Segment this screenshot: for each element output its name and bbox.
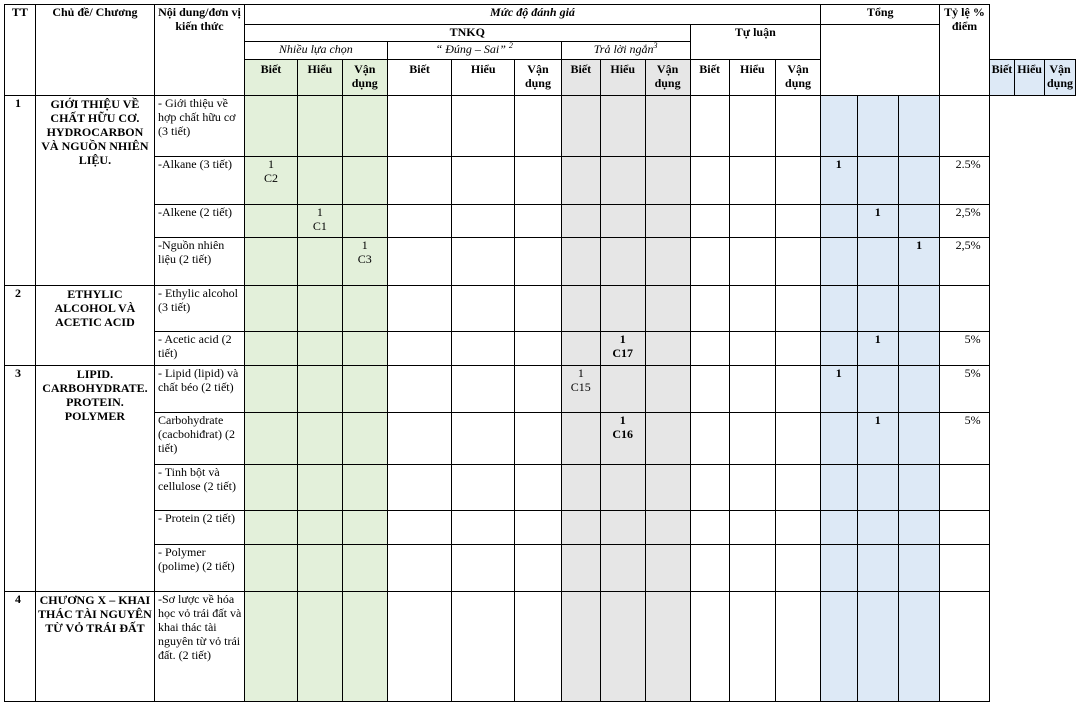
tra-loi-ngan-sup: 3: [653, 41, 658, 50]
tl-biet-cell: [690, 205, 729, 238]
ty-le-cell: 5%: [940, 332, 989, 366]
ty-le-cell: 2,5%: [940, 205, 989, 238]
tln-biet-cell: [561, 157, 600, 205]
tong-biet-cell: [821, 238, 857, 286]
tln-hieu-cell: [600, 465, 645, 511]
mc-biet-cell: [244, 592, 297, 702]
ty-le-cell: [940, 511, 989, 545]
mc-van-dung-cell: [342, 592, 387, 702]
content-cell: -Sơ lược về hóa học vỏ trái đất và khai thác tài nguyên từ vỏ trái đất. (2 tiết): [154, 592, 244, 702]
ds-biet-cell: [387, 238, 452, 286]
tln-biet-cell: [561, 413, 600, 465]
row-number: 2: [5, 286, 36, 366]
header-ds-van-dung: Vận dụng: [515, 60, 562, 96]
tln-van-dung-cell: [645, 465, 690, 511]
mc-van-dung-cell: [342, 511, 387, 545]
tln-hieu-cell: [600, 238, 645, 286]
tl-biet-cell: [690, 366, 729, 413]
table-row: [5, 157, 1076, 205]
tln-biet-cell: [561, 238, 600, 286]
mc-hieu-cell: [298, 332, 343, 366]
mc-biet-cell-question-code: C2: [263, 171, 278, 185]
tln-biet-cell: [561, 205, 600, 238]
tong-van-dung-cell: [898, 366, 939, 413]
mc-hieu-cell-value: 1: [316, 205, 323, 219]
tln-van-dung-cell: [645, 332, 690, 366]
tong-van-dung-cell: [898, 96, 939, 157]
mc-biet-cell: [244, 366, 297, 413]
tong-hieu-cell-value: 1: [874, 413, 881, 427]
ty-le-cell: [940, 592, 989, 702]
tl-van-dung-cell: [776, 238, 821, 286]
header-tong-van-dung: Vận dụng: [1044, 60, 1075, 96]
tl-hieu-cell: [729, 592, 775, 702]
tl-van-dung-cell: [776, 286, 821, 332]
assessment-matrix-table: [4, 4, 1076, 702]
tong-hieu-cell-value: 1: [874, 332, 881, 346]
header-tong-blank: [821, 25, 940, 96]
mc-hieu-cell: [298, 465, 343, 511]
mc-van-dung-cell-value: 1: [361, 238, 368, 252]
tln-biet-cell-question-code: C15: [570, 380, 591, 394]
mc-biet-cell: [244, 332, 297, 366]
tl-van-dung-cell: [776, 157, 821, 205]
mc-van-dung-cell: [342, 413, 387, 465]
dung-sai-text: “ Đúng – Sai”: [435, 42, 509, 56]
tln-biet-cell-value: 1: [577, 366, 584, 380]
tl-biet-cell: [690, 157, 729, 205]
content-cell: -Alkene (2 tiết): [154, 205, 244, 238]
tl-hieu-cell: [729, 205, 775, 238]
tln-van-dung-cell: [645, 205, 690, 238]
tong-biet-cell-value: 1: [835, 366, 842, 380]
tln-van-dung-cell: [645, 413, 690, 465]
tong-biet-cell: [821, 545, 857, 592]
ds-van-dung-cell: [515, 545, 562, 592]
header-mc-hieu: Hiểu: [298, 60, 343, 96]
header-tl-biet: Biết: [690, 60, 729, 96]
header-tong-biet: Biết: [989, 60, 1015, 96]
tong-biet-cell: [821, 157, 857, 205]
table-row: [5, 96, 1076, 157]
header-ty-le: Tỷ lệ % điểm: [940, 5, 989, 96]
tln-hieu-cell-question-code: C16: [612, 427, 634, 441]
tl-van-dung-cell: [776, 366, 821, 413]
content-cell: -Alkane (3 tiết): [154, 157, 244, 205]
header-tln-van-dung: Vận dụng: [645, 60, 690, 96]
ds-van-dung-cell: [515, 332, 562, 366]
header-tu-luan: Tự luận: [690, 25, 820, 60]
tln-biet-cell: [561, 332, 600, 366]
content-cell: - Protein (2 tiết): [154, 511, 244, 545]
mc-van-dung-cell: [342, 157, 387, 205]
tln-biet-cell: [561, 511, 600, 545]
header-tong: Tổng: [821, 5, 940, 25]
tln-van-dung-cell: [645, 511, 690, 545]
ds-van-dung-cell: [515, 366, 562, 413]
tl-van-dung-cell: [776, 413, 821, 465]
tln-hieu-cell: [600, 157, 645, 205]
mc-van-dung-cell-question-code: C3: [357, 252, 372, 266]
tl-hieu-cell: [729, 332, 775, 366]
content-cell: - Ethylic alcohol (3 tiết): [154, 286, 244, 332]
ds-biet-cell: [387, 332, 452, 366]
tln-hieu-cell: [600, 545, 645, 592]
ds-hieu-cell: [452, 511, 515, 545]
mc-biet-cell: [244, 286, 297, 332]
ds-biet-cell: [387, 96, 452, 157]
tl-biet-cell: [690, 238, 729, 286]
tln-van-dung-cell: [645, 238, 690, 286]
tl-biet-cell: [690, 332, 729, 366]
tong-van-dung-cell: [898, 332, 939, 366]
header-noi-dung: Nội dung/đơn vị kiến thức: [154, 5, 244, 96]
tong-hieu-cell: [857, 511, 898, 545]
ty-le-cell: 2.5%: [940, 157, 989, 205]
table-row: [5, 286, 1076, 332]
ds-hieu-cell: [452, 366, 515, 413]
mc-hieu-cell: [298, 592, 343, 702]
tln-hieu-cell: [600, 592, 645, 702]
ty-le-cell: [940, 545, 989, 592]
ty-le-cell: 2,5%: [940, 238, 989, 286]
tl-biet-cell: [690, 96, 729, 157]
mc-biet-cell: [244, 205, 297, 238]
mc-biet-cell: [244, 413, 297, 465]
tl-van-dung-cell: [776, 96, 821, 157]
tln-van-dung-cell: [645, 545, 690, 592]
topic-cell: ETHYLIC ALCOHOL VÀ ACETIC ACID: [35, 286, 154, 366]
ds-biet-cell: [387, 157, 452, 205]
mc-hieu-cell: [298, 96, 343, 157]
ds-hieu-cell: [452, 332, 515, 366]
tl-hieu-cell: [729, 511, 775, 545]
ty-le-cell: 5%: [940, 366, 989, 413]
tl-van-dung-cell: [776, 592, 821, 702]
tln-biet-cell: [561, 96, 600, 157]
tln-biet-cell: [561, 366, 600, 413]
tln-hieu-cell: [600, 96, 645, 157]
ds-hieu-cell: [452, 157, 515, 205]
tln-van-dung-cell: [645, 366, 690, 413]
ds-biet-cell: [387, 286, 452, 332]
mc-van-dung-cell: [342, 205, 387, 238]
ds-hieu-cell: [452, 96, 515, 157]
tong-biet-cell: [821, 286, 857, 332]
ds-hieu-cell: [452, 238, 515, 286]
header-tl-van-dung: Vận dụng: [776, 60, 821, 96]
tong-biet-cell: [821, 413, 857, 465]
tong-van-dung-cell: [898, 592, 939, 702]
content-cell: - Tinh bột và cellulose (2 tiết): [154, 465, 244, 511]
tong-hieu-cell: [857, 96, 898, 157]
tong-van-dung-cell: [898, 157, 939, 205]
ty-le-cell: [940, 96, 989, 157]
tln-biet-cell: [561, 465, 600, 511]
mc-van-dung-cell: [342, 286, 387, 332]
mc-van-dung-cell: [342, 238, 387, 286]
mc-hieu-cell: [298, 366, 343, 413]
tong-hieu-cell: [857, 286, 898, 332]
ds-hieu-cell: [452, 592, 515, 702]
tln-biet-cell: [561, 592, 600, 702]
tra-loi-ngan-text: Trả lời ngắn: [593, 42, 654, 56]
tln-hieu-cell-question-code: C17: [612, 346, 634, 360]
ds-van-dung-cell: [515, 286, 562, 332]
mc-van-dung-cell: [342, 332, 387, 366]
tong-biet-cell: [821, 332, 857, 366]
tong-hieu-cell-value: 1: [874, 205, 881, 219]
header-ds-hieu: Hiểu: [452, 60, 515, 96]
ds-van-dung-cell: [515, 157, 562, 205]
tl-hieu-cell: [729, 413, 775, 465]
tong-van-dung-cell: [898, 413, 939, 465]
tong-hieu-cell: [857, 545, 898, 592]
table-row: [5, 511, 1076, 545]
tong-hieu-cell: [857, 366, 898, 413]
header-tl-hieu: Hiểu: [729, 60, 775, 96]
header-mc-biet: Biết: [244, 60, 297, 96]
mc-hieu-cell: [298, 205, 343, 238]
mc-biet-cell: [244, 238, 297, 286]
ds-biet-cell: [387, 545, 452, 592]
header-ds-biet: Biết: [387, 60, 452, 96]
content-cell: - Lipid (lipid) và chất béo (2 tiết): [154, 366, 244, 413]
tl-hieu-cell: [729, 545, 775, 592]
tl-van-dung-cell: [776, 332, 821, 366]
tong-van-dung-cell: [898, 465, 939, 511]
tln-van-dung-cell: [645, 157, 690, 205]
ds-van-dung-cell: [515, 238, 562, 286]
ds-biet-cell: [387, 465, 452, 511]
tln-hieu-cell-value: 1: [619, 413, 626, 427]
tl-hieu-cell: [729, 366, 775, 413]
row-number: 3: [5, 366, 36, 592]
tong-hieu-cell: [857, 332, 898, 366]
tl-biet-cell: [690, 413, 729, 465]
tl-biet-cell: [690, 592, 729, 702]
ty-le-cell: [940, 465, 989, 511]
header-tong-hieu: Hiểu: [1015, 60, 1045, 96]
mc-van-dung-cell: [342, 465, 387, 511]
content-cell: Carbohydrate (cacbohiđrat) (2 tiết): [154, 413, 244, 465]
ds-van-dung-cell: [515, 413, 562, 465]
table-row: [5, 413, 1076, 465]
tl-van-dung-cell: [776, 465, 821, 511]
mc-hieu-cell: [298, 238, 343, 286]
table-row: [5, 465, 1076, 511]
tl-hieu-cell: [729, 238, 775, 286]
ds-biet-cell: [387, 511, 452, 545]
mc-hieu-cell-question-code: C1: [312, 219, 327, 233]
tln-biet-cell: [561, 286, 600, 332]
tl-hieu-cell: [729, 286, 775, 332]
tln-hieu-cell: [600, 511, 645, 545]
tln-hieu-cell: [600, 366, 645, 413]
tl-hieu-cell: [729, 465, 775, 511]
mc-biet-cell-value: 1: [267, 157, 274, 171]
tong-van-dung-cell: [898, 511, 939, 545]
mc-biet-cell: [244, 545, 297, 592]
tl-van-dung-cell: [776, 511, 821, 545]
tl-biet-cell: [690, 511, 729, 545]
header-mc-van-dung: Vận dụng: [342, 60, 387, 96]
ds-van-dung-cell: [515, 592, 562, 702]
ds-biet-cell: [387, 366, 452, 413]
tl-van-dung-cell: [776, 545, 821, 592]
tong-van-dung-cell-value: 1: [916, 238, 923, 252]
ds-hieu-cell: [452, 286, 515, 332]
ds-hieu-cell: [452, 465, 515, 511]
tong-hieu-cell: [857, 157, 898, 205]
mc-van-dung-cell: [342, 545, 387, 592]
header-tt: TT: [5, 5, 36, 96]
tln-hieu-cell: [600, 286, 645, 332]
ds-biet-cell: [387, 413, 452, 465]
tong-van-dung-cell: [898, 205, 939, 238]
mc-hieu-cell: [298, 413, 343, 465]
tong-biet-cell: [821, 366, 857, 413]
table-row: [5, 366, 1076, 413]
tong-van-dung-cell: [898, 545, 939, 592]
mc-hieu-cell: [298, 511, 343, 545]
tong-hieu-cell: [857, 413, 898, 465]
ds-van-dung-cell: [515, 205, 562, 238]
table-row: [5, 545, 1076, 592]
tln-van-dung-cell: [645, 592, 690, 702]
tl-hieu-cell: [729, 96, 775, 157]
tl-hieu-cell: [729, 157, 775, 205]
tln-biet-cell: [561, 545, 600, 592]
tong-biet-cell: [821, 205, 857, 238]
tong-biet-cell: [821, 511, 857, 545]
ds-van-dung-cell: [515, 511, 562, 545]
ds-biet-cell: [387, 592, 452, 702]
ds-van-dung-cell: [515, 96, 562, 157]
table-row: [5, 332, 1076, 366]
tong-hieu-cell: [857, 238, 898, 286]
tl-biet-cell: [690, 286, 729, 332]
mc-biet-cell: [244, 157, 297, 205]
tong-biet-cell-value: 1: [835, 157, 842, 171]
mc-biet-cell: [244, 511, 297, 545]
ds-biet-cell: [387, 205, 452, 238]
tln-hieu-cell: [600, 332, 645, 366]
tong-biet-cell: [821, 592, 857, 702]
header-tln-biet: Biết: [561, 60, 600, 96]
tl-van-dung-cell: [776, 205, 821, 238]
header-muc-do: Mức độ đánh giá: [244, 5, 820, 25]
tln-van-dung-cell: [645, 96, 690, 157]
tln-van-dung-cell: [645, 286, 690, 332]
content-cell: - Giới thiệu về hợp chất hữu cơ (3 tiết): [154, 96, 244, 157]
tln-hieu-cell-value: 1: [619, 332, 626, 346]
row-number: 1: [5, 96, 36, 286]
tln-hieu-cell: [600, 413, 645, 465]
table-row: [5, 238, 1076, 286]
tong-biet-cell: [821, 96, 857, 157]
table-row: [5, 592, 1076, 702]
topic-cell: LIPID. CARBOHYDRATE. PROTEIN. POLYMER: [35, 366, 154, 592]
ds-hieu-cell: [452, 205, 515, 238]
tong-van-dung-cell: [898, 238, 939, 286]
header-tra-loi-ngan: [561, 42, 690, 60]
tl-biet-cell: [690, 545, 729, 592]
mc-biet-cell: [244, 96, 297, 157]
tl-biet-cell: [690, 465, 729, 511]
tong-hieu-cell: [857, 465, 898, 511]
table-row: [5, 205, 1076, 238]
content-cell: - Acetic acid (2 tiết): [154, 332, 244, 366]
header-dung-sai: [387, 42, 561, 60]
header-tnkq: TNKQ: [244, 25, 690, 42]
header-chu-de: Chủ đề/ Chương: [35, 5, 154, 96]
ty-le-cell: [940, 286, 989, 332]
topic-cell: CHƯƠNG X – KHAI THÁC TÀI NGUYÊN TỪ VỎ TRÁI ĐẤT: [35, 592, 154, 702]
tong-biet-cell: [821, 465, 857, 511]
ds-van-dung-cell: [515, 465, 562, 511]
header-tln-hieu: Hiểu: [600, 60, 645, 96]
row-number: 4: [5, 592, 36, 702]
content-cell: - Polymer (polime) (2 tiết): [154, 545, 244, 592]
dung-sai-sup: 2: [508, 41, 513, 50]
mc-hieu-cell: [298, 157, 343, 205]
tong-hieu-cell: [857, 205, 898, 238]
ty-le-cell: 5%: [940, 413, 989, 465]
ds-hieu-cell: [452, 545, 515, 592]
header-nhieu-lua-chon: Nhiều lựa chọn: [244, 42, 387, 60]
ds-hieu-cell: [452, 413, 515, 465]
tong-van-dung-cell: [898, 286, 939, 332]
tln-hieu-cell: [600, 205, 645, 238]
mc-hieu-cell: [298, 545, 343, 592]
mc-van-dung-cell: [342, 96, 387, 157]
mc-biet-cell: [244, 465, 297, 511]
content-cell: -Nguồn nhiên liệu (2 tiết): [154, 238, 244, 286]
tong-hieu-cell: [857, 592, 898, 702]
mc-hieu-cell: [298, 286, 343, 332]
mc-van-dung-cell: [342, 366, 387, 413]
topic-cell: GIỚI THIỆU VỀ CHẤT HỮU CƠ. HYDROCARBON VÀ NGUỒN NHIÊN LIỆU.: [35, 96, 154, 286]
